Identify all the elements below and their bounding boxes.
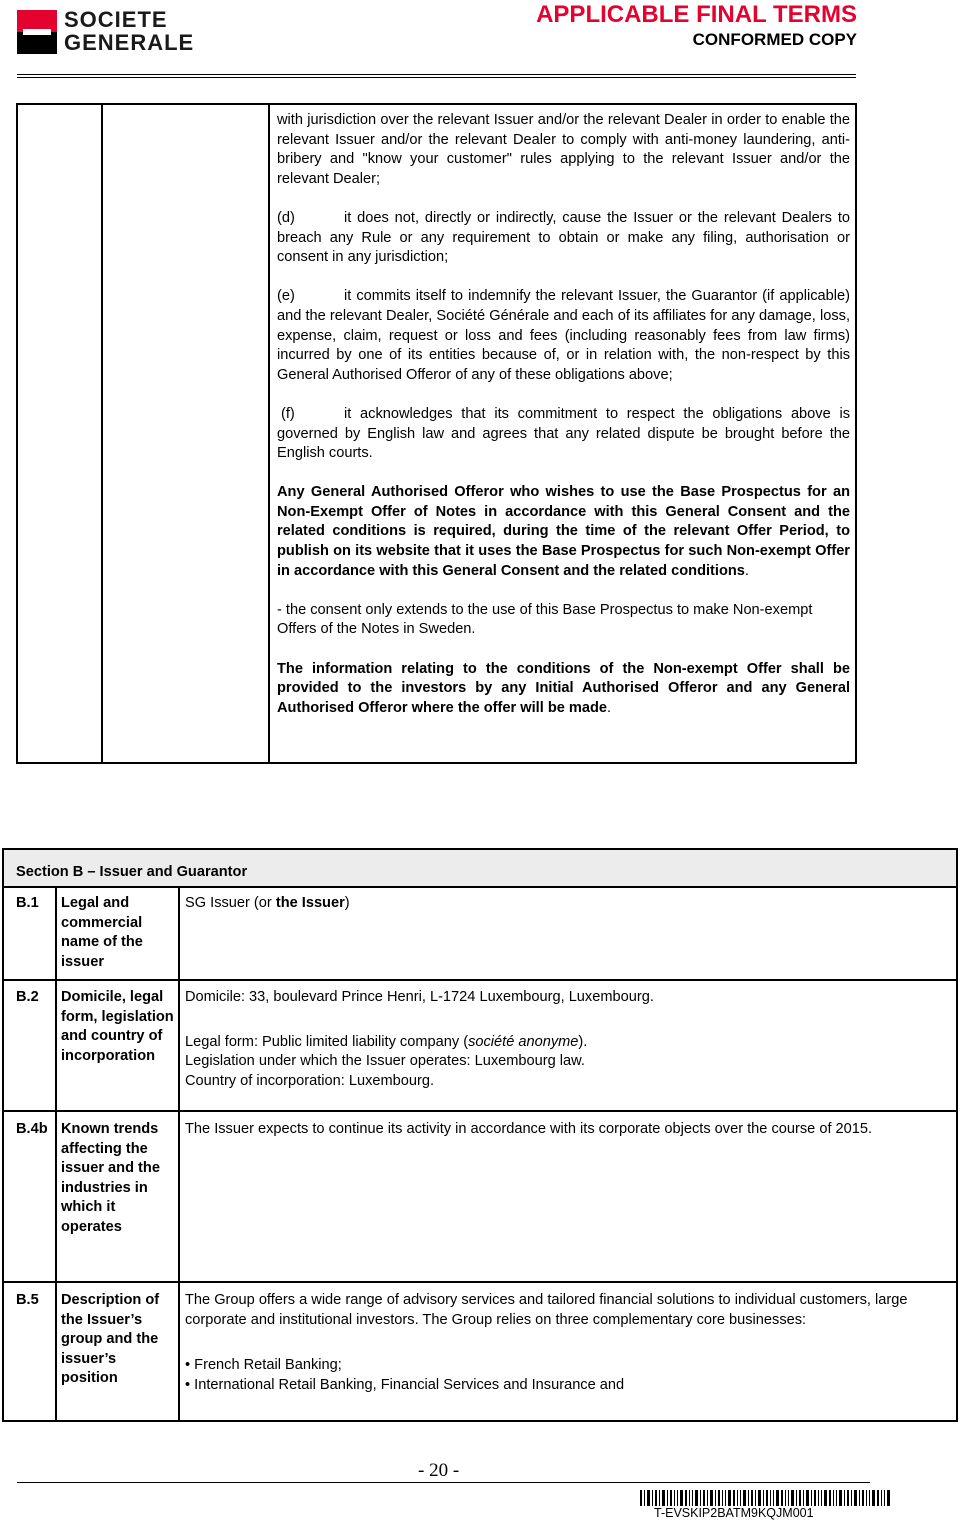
element-body bbox=[185, 1291, 950, 1395]
condition-f bbox=[277, 405, 850, 464]
logo-line-1: SOCIETE bbox=[64, 7, 168, 32]
element-body bbox=[185, 988, 950, 1091]
condition-text: it acknowledges that its commitment to respect the obligations above is governed by English law and agrees that any related dispute be brought before the English courts. bbox=[277, 405, 850, 462]
text-run: SG Issuer (or bbox=[185, 895, 276, 911]
trailing-period: . bbox=[744, 562, 749, 579]
offer-information-notice bbox=[277, 660, 850, 719]
column-divider bbox=[268, 105, 270, 762]
consent-conditions-text bbox=[277, 111, 850, 738]
bullet-item: • French Retail Banking; bbox=[185, 1357, 342, 1374]
element-title: Legal and commercial name of the issuer bbox=[61, 895, 143, 970]
element-id: B.1 bbox=[16, 895, 39, 911]
column-divider bbox=[101, 105, 103, 762]
logo-wordmark bbox=[64, 8, 194, 54]
section-b-heading: Section B – Issuer and Guarantor bbox=[16, 864, 248, 880]
barcode-caption: T-EVSKIP2BATM9KQJM001 bbox=[654, 1506, 814, 1520]
condition-c-continued: with jurisdiction over the relevant Issuer and/or the relevant Dealer in order to enable the relevant Issuer and/or the relevant Dealer to comply with anti-money laundering, anti-bribery and "know your customer" rules applying to the relevant Issuer and/or the relevant Dealer; bbox=[277, 112, 850, 187]
page-number: - 20 - bbox=[418, 1460, 460, 1481]
legal-form bbox=[185, 1033, 950, 1053]
condition-d bbox=[277, 209, 850, 268]
consent-conditions-table bbox=[16, 103, 857, 764]
domicile: Domicile: 33, boulevard Prince Henri, L-1724 Luxembourg, Luxembourg. bbox=[185, 989, 654, 1005]
header-divider bbox=[17, 74, 856, 75]
section-b-heading-row bbox=[4, 850, 956, 888]
italic-text: société anonyme bbox=[468, 1033, 579, 1050]
condition-label: (f) bbox=[281, 405, 295, 422]
barcode-icon bbox=[640, 1490, 890, 1506]
condition-text: it does not, directly or indirectly, cause the Issuer or the relevant Dealers to breach any Rule or any requirement to obtain or make any filing, authorisation or consent in any jurisdiction; bbox=[277, 209, 850, 266]
footer-divider bbox=[17, 1482, 870, 1483]
condition-label: (d) bbox=[277, 209, 295, 226]
trailing-period: . bbox=[607, 699, 612, 716]
document-subtitle: CONFORMED COPY bbox=[692, 30, 857, 49]
element-id: B.4b bbox=[16, 1121, 48, 1137]
text-run: ). bbox=[578, 1033, 588, 1050]
element-title: Domicile, legal form, legislation and country of incorporation bbox=[61, 989, 174, 1064]
document-title: APPLICABLE FINAL TERMS bbox=[536, 1, 857, 28]
element-title: Known trends affecting the issuer and the industries in which it operates bbox=[61, 1121, 160, 1235]
row-divider bbox=[4, 1110, 956, 1112]
text-run: ) bbox=[344, 895, 350, 911]
element-id: B.5 bbox=[16, 1292, 39, 1308]
bullet-item: • International Retail Banking, Financial Services and Insurance and bbox=[185, 1376, 625, 1393]
bold-text: the Issuer bbox=[275, 895, 345, 911]
condition-e bbox=[277, 287, 850, 385]
element-id: B.2 bbox=[16, 989, 39, 1005]
country-of-incorporation: Country of incorporation: Luxembourg. bbox=[185, 1072, 435, 1089]
element-title: Description of the Issuer’s group and the issuer’s position bbox=[61, 1292, 160, 1387]
legislation: Legislation under which the Issuer operates: Luxembourg law. bbox=[185, 1053, 585, 1070]
row-divider bbox=[4, 979, 956, 981]
bold-text: Any General Authorised Offeror who wishes to use the Base Prospectus for an Non-Exempt Offer of Notes in accordance with this General Consent and the related conditions is required, during the time of the relevant Offer Period, to publish on its website that it uses the Base Prospectus for such Non-exempt Offer in accordance with this General Consent and the related conditions bbox=[277, 484, 850, 579]
logo-mark bbox=[17, 10, 57, 54]
element-body bbox=[185, 894, 950, 914]
bold-text: The information relating to the conditions of the Non-exempt Offer shall be provided to the investors by any Initial Authorised Offeror and any General Authorised Offeror where the offer will be made bbox=[277, 660, 850, 716]
general-offeror-requirement bbox=[277, 483, 850, 581]
condition-label: (e) bbox=[277, 288, 295, 305]
column-divider bbox=[55, 886, 57, 1420]
condition-text: it commits itself to indemnify the relevant Issuer, the Guarantor (if applicable) and the relevant Dealer, Société Générale and each of its affiliates for any damage, loss, expense, claim, request or loss and fees (including reasonably fees from law firms) incurred by one of its entities because of, or in relation with, the non-respect by this General Authorised Offeror of any of these obligations above; bbox=[277, 288, 850, 383]
group-description: The Group offers a wide range of advisory services and tailored financial solutions to individual customers, large corporate and institutional investors. The Group relies on three complementary core businesses: bbox=[185, 1292, 908, 1328]
consent-scope: - the consent only extends to the use of this Base Prospectus to make Non-exempt Offers of the Notes in Sweden. bbox=[277, 601, 813, 638]
header-divider-2 bbox=[17, 77, 856, 78]
text-run: Legal form: Public limited liability company ( bbox=[185, 1033, 469, 1050]
section-b-table bbox=[2, 848, 958, 1422]
column-divider bbox=[178, 886, 180, 1420]
logo-line-2: GENERALE bbox=[64, 30, 195, 55]
element-body: The Issuer expects to continue its activity in accordance with its corporate objects over the course of 2015. bbox=[185, 1121, 873, 1137]
row-divider bbox=[4, 1281, 956, 1283]
